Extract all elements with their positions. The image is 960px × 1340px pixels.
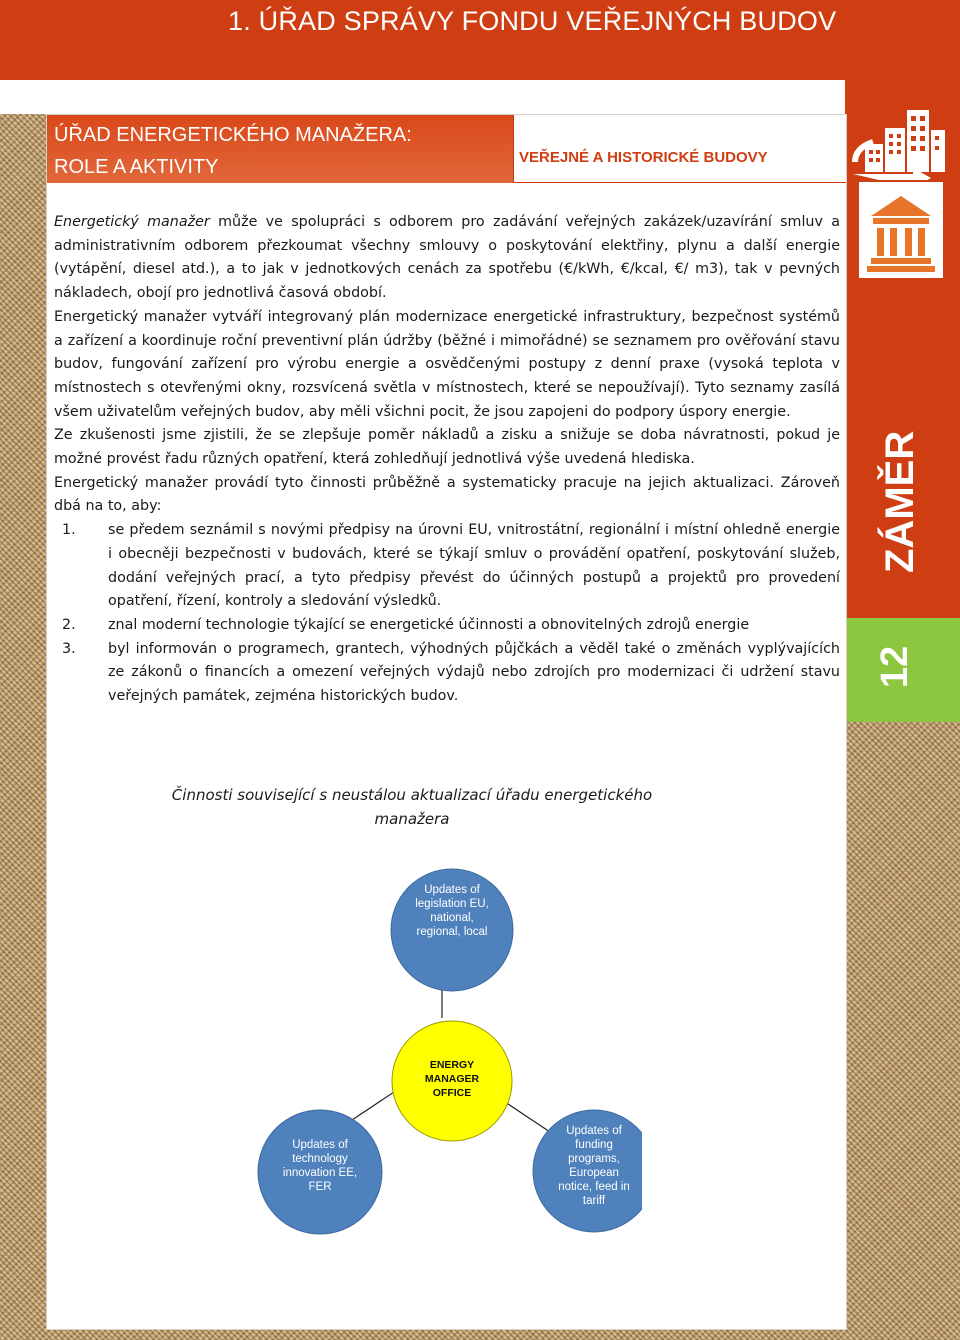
paragraph-1-text: může ve spolupráci s odborem pro zadávání veřejných zakázek/uzavírání smluv a administrativním odborem přezkoumat všechny smlouvy o poskytování elektřiny, plynu a další energie (vytápění, diesel atd.), a to jak v jednotkových cenách za spotřebu (€/kWh, €/kcal, €/ m3), tak v pevných nákladech, obojí pro jednotlivá časová období. bbox=[54, 214, 840, 302]
list-item-text: byl informován o programech, grantech, výhodných půjčkách a věděl také o změnách vyplývajících ze zákonů o financích a omezení veřejných výdajů nebo zdrojích pro modernizaci či udržení stavu veřejných památek, zejména historických budov. bbox=[108, 640, 840, 705]
node-label-line: funding bbox=[575, 1139, 613, 1151]
diagram-caption-line2: manažera bbox=[374, 810, 450, 828]
paragraph-4: Energetický manažer provádí tyto činnosti průběžně a systematicky pracuje na jejich aktualizaci. Zároveň dbá na to, aby: bbox=[54, 474, 840, 515]
diagram-caption bbox=[142, 783, 682, 831]
node-label-line: FER bbox=[308, 1181, 332, 1193]
node-label-line: programs, bbox=[568, 1153, 620, 1165]
activities-diagram bbox=[242, 850, 642, 1240]
paragraph-1-lead: Energetický manažer bbox=[54, 214, 210, 230]
node-label-line: ENERGY bbox=[429, 1059, 475, 1071]
page-number: 12 bbox=[874, 645, 916, 689]
node-label-line: technology bbox=[292, 1153, 348, 1165]
list-item-number: 3. bbox=[62, 640, 76, 657]
paragraph-2: Energetický manažer vytváří integrovaný plán modernizace energetické infrastruktury, bezpečnost systémů a zařízení a koordinuje roční preventivní plán údržby (běžné i mimořádné) se seznamem pro ověřování stavu budov, fungování zařízení pro výrobu energie a osvědčenými postupy z denní praxe (vysoká teplota v místnostech s otevřenými okny, rozsvícená světla v místnostech, které se nepoužívají). Tyto seznamy zasílá všem uživatelům veřejných budov, aby měli všichni pocit, že jsou zapojeni do podpory úspory energie. bbox=[54, 308, 840, 420]
list-item-text: se předem seznámil s novými předpisy na úrovni EU, vnitrostátní, regionální i místní ohledně energie i obecněji bezpečnosti v budovách, které se týkají smluv o provádění opatření, poskytování služeb, dodání veřejných prací, a tyto předpisy převést do účinných postupů a projektů pro provedení opatření, řízení, kontroly a sledování výsledků. bbox=[108, 522, 840, 610]
node-label-line: legislation EU, bbox=[415, 898, 489, 910]
content-panel bbox=[46, 114, 847, 1330]
node-label-line: OFFICE bbox=[432, 1087, 472, 1099]
paragraph-1 bbox=[54, 211, 840, 306]
list-item bbox=[54, 638, 840, 709]
diagram-caption-line1: Činnosti související s neustálou aktualizací úřadu energetického bbox=[171, 786, 653, 804]
top-banner bbox=[0, 0, 960, 80]
node-label-line: innovation EE, bbox=[282, 1167, 358, 1179]
node-label-line: tariff bbox=[582, 1195, 606, 1207]
classical-building-icon bbox=[859, 182, 943, 278]
requirements-list bbox=[54, 519, 840, 709]
node-label-line: Updates of bbox=[424, 884, 480, 896]
node-label-line: Updates of bbox=[566, 1125, 622, 1137]
node-label-line: MANAGER bbox=[424, 1073, 480, 1085]
node-label-line: national, bbox=[430, 912, 474, 924]
section-heading-line2: ROLE A AKTIVITY bbox=[54, 156, 219, 178]
list-item-number: 1. bbox=[62, 522, 76, 539]
node-label-line: Updates of bbox=[292, 1139, 348, 1151]
section-heading-box bbox=[47, 115, 514, 183]
node-label-line: regional, local bbox=[416, 926, 488, 938]
section-heading-line1: ÚŘAD ENERGETICKÉHO MANAŽERA: bbox=[54, 124, 412, 146]
header-gap bbox=[0, 80, 845, 114]
heading-divider bbox=[513, 182, 846, 183]
list-item-text: znal moderní technologie týkající se energetické účinnosti a obnovitelných zdrojů energie bbox=[108, 616, 750, 633]
body-text bbox=[54, 211, 840, 709]
node-label-line: European bbox=[569, 1167, 619, 1179]
list-item bbox=[54, 519, 840, 614]
page-title: 1. ÚŘAD SPRÁVY FONDU VEŘEJNÝCH BUDOV bbox=[228, 6, 837, 36]
paragraph-3: Ze zkušenosti jsme zjistili, že se zlepšuje poměr nákladů a zisku a snižuje se doba návratnosti, pokud je možné provést řadu různých opatření, která zohledňují jednotlivá výše uvedená hlediska. bbox=[54, 427, 840, 468]
city-buildings-icon bbox=[851, 100, 951, 180]
section-subheading: VEŘEJNÉ A HISTORICKÉ BUDOVY bbox=[519, 149, 768, 166]
node-label-line: notice, feed in bbox=[558, 1181, 630, 1193]
side-label: ZÁMĚR bbox=[878, 430, 922, 573]
list-item-number: 2. bbox=[62, 616, 76, 633]
list-item bbox=[54, 614, 840, 638]
